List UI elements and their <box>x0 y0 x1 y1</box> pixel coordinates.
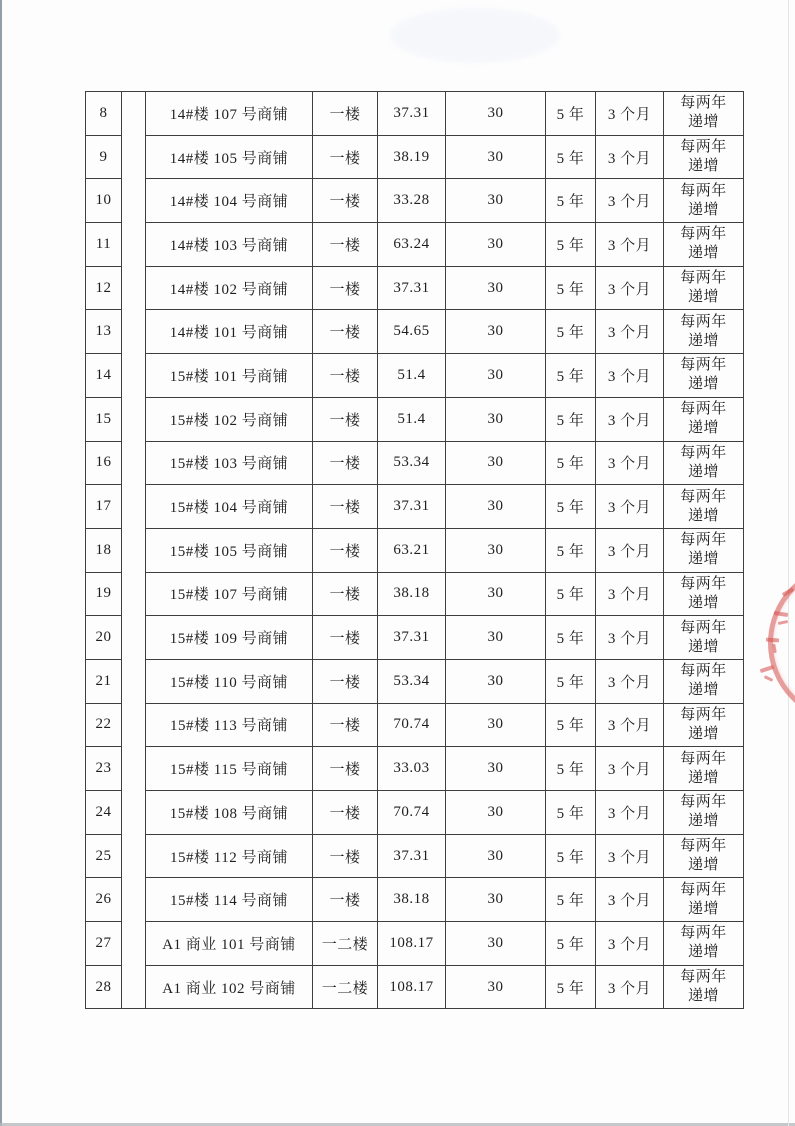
cell-shop-name: 15#楼 110 号商铺 <box>146 659 313 703</box>
escalation-line-1: 每两年 <box>680 663 727 680</box>
escalation-line-1: 每两年 <box>680 881 727 898</box>
escalation-line-2: 递增 <box>687 594 719 611</box>
cell-term: 5 年 <box>546 572 596 616</box>
table-row <box>86 747 744 791</box>
cell-floor: 一楼 <box>313 791 378 835</box>
cell-term: 5 年 <box>546 528 596 572</box>
escalation-line-1: 每两年 <box>680 925 727 942</box>
cell-floor: 一楼 <box>313 834 378 878</box>
cell-area: 33.28 <box>378 179 446 223</box>
cell-row-number: 10 <box>86 179 122 223</box>
escalation-line-2: 递增 <box>687 813 719 830</box>
cell-row-number: 21 <box>86 659 122 703</box>
cell-escalation <box>664 397 744 441</box>
cell-col8-value: 3 个月 <box>596 310 664 354</box>
cell-area: 51.4 <box>378 397 446 441</box>
table-row <box>86 310 744 354</box>
escalation-line-1: 每两年 <box>680 401 727 418</box>
cell-floor: 一二楼 <box>313 965 378 1009</box>
table-row <box>86 616 744 660</box>
escalation-line-1: 每两年 <box>680 532 727 549</box>
cell-row-number: 9 <box>86 135 122 179</box>
cell-shop-name: 15#楼 115 号商铺 <box>146 747 313 791</box>
cell-col8-value: 3 个月 <box>596 135 664 179</box>
cell-row-number: 14 <box>86 354 122 398</box>
cell-escalation <box>664 485 744 529</box>
table-row <box>86 92 744 136</box>
cell-col6-value: 30 <box>446 659 546 703</box>
cell-area: 63.21 <box>378 528 446 572</box>
escalation-line-2: 递增 <box>687 158 719 175</box>
cell-term: 5 年 <box>546 616 596 660</box>
cell-row-number: 19 <box>86 572 122 616</box>
cell-shop-name: 14#楼 105 号商铺 <box>146 135 313 179</box>
cell-row-number: 27 <box>86 922 122 966</box>
cell-area: 53.34 <box>378 659 446 703</box>
escalation-line-2: 递增 <box>687 507 719 524</box>
cell-floor: 一楼 <box>313 310 378 354</box>
cell-term: 5 年 <box>546 965 596 1009</box>
cell-area: 54.65 <box>378 310 446 354</box>
cell-escalation <box>664 659 744 703</box>
escalation-line-2: 递增 <box>687 332 719 349</box>
cell-escalation <box>664 179 744 223</box>
cell-floor: 一楼 <box>313 572 378 616</box>
cell-term: 5 年 <box>546 266 596 310</box>
cell-term: 5 年 <box>546 834 596 878</box>
cell-col8-value: 3 个月 <box>596 616 664 660</box>
lease-table-body <box>86 92 744 1009</box>
escalation-line-1: 每两年 <box>680 838 727 855</box>
escalation-line-1: 每两年 <box>680 139 727 156</box>
cell-area: 37.31 <box>378 834 446 878</box>
cell-escalation <box>664 572 744 616</box>
table-row <box>86 528 744 572</box>
cell-floor: 一楼 <box>313 179 378 223</box>
cell-escalation <box>664 922 744 966</box>
cell-col6-value: 30 <box>446 616 546 660</box>
cell-shop-name: 14#楼 107 号商铺 <box>146 92 313 136</box>
cell-floor: 一楼 <box>313 266 378 310</box>
cell-escalation <box>664 791 744 835</box>
cell-row-number: 23 <box>86 747 122 791</box>
cell-escalation <box>664 528 744 572</box>
cell-col8-value: 3 个月 <box>596 965 664 1009</box>
cell-col6-value: 30 <box>446 397 546 441</box>
cell-col6-value: 30 <box>446 223 546 267</box>
seal-character-fragment <box>764 675 773 682</box>
cell-escalation <box>664 747 744 791</box>
cell-shop-name: 15#楼 105 号商铺 <box>146 528 313 572</box>
cell-area: 33.03 <box>378 747 446 791</box>
escalation-line-2: 递增 <box>687 725 719 742</box>
cell-row-number: 12 <box>86 266 122 310</box>
table-row <box>86 223 744 267</box>
table-row <box>86 397 744 441</box>
cell-col6-value: 30 <box>446 92 546 136</box>
cell-col8-value: 3 个月 <box>596 747 664 791</box>
cell-area: 38.18 <box>378 878 446 922</box>
cell-col8-value: 3 个月 <box>596 223 664 267</box>
escalation-line-1: 每两年 <box>680 226 727 243</box>
escalation-line-1: 每两年 <box>680 182 727 199</box>
cell-col8-value: 3 个月 <box>596 266 664 310</box>
cell-escalation <box>664 266 744 310</box>
cell-floor: 一楼 <box>313 703 378 747</box>
seal-character-fragment <box>778 620 788 625</box>
cell-escalation <box>664 223 744 267</box>
cell-row-number: 18 <box>86 528 122 572</box>
cell-col8-value: 3 个月 <box>596 528 664 572</box>
cell-row-number: 13 <box>86 310 122 354</box>
cell-col8-value: 3 个月 <box>596 703 664 747</box>
cell-row-number: 17 <box>86 485 122 529</box>
cell-col6-value: 30 <box>446 834 546 878</box>
seal-character-fragment <box>774 611 788 617</box>
cell-floor: 一楼 <box>313 878 378 922</box>
cell-term: 5 年 <box>546 92 596 136</box>
seal-character-fragment <box>772 644 777 653</box>
cell-col6-value: 30 <box>446 922 546 966</box>
cell-term: 5 年 <box>546 310 596 354</box>
cell-shop-name: 15#楼 109 号商铺 <box>146 616 313 660</box>
cell-term: 5 年 <box>546 703 596 747</box>
escalation-line-1: 每两年 <box>680 969 727 986</box>
cell-shop-name: 15#楼 113 号商铺 <box>146 703 313 747</box>
cell-col6-value: 30 <box>446 878 546 922</box>
cell-row-number: 16 <box>86 441 122 485</box>
cell-escalation <box>664 310 744 354</box>
cell-area: 37.31 <box>378 616 446 660</box>
escalation-line-1: 每两年 <box>680 95 727 112</box>
cell-escalation <box>664 441 744 485</box>
table-row <box>86 791 744 835</box>
table-row <box>86 354 744 398</box>
cell-floor: 一楼 <box>313 747 378 791</box>
cell-col6-value: 30 <box>446 266 546 310</box>
cell-term: 5 年 <box>546 397 596 441</box>
cell-row-number: 8 <box>86 92 122 136</box>
escalation-line-2: 递增 <box>687 376 719 393</box>
seal-character-fragment <box>760 665 775 673</box>
table-row <box>86 703 744 747</box>
cell-shop-name: 15#楼 112 号商铺 <box>146 834 313 878</box>
table-row <box>86 179 744 223</box>
escalation-line-1: 每两年 <box>680 357 727 374</box>
cell-floor: 一楼 <box>313 441 378 485</box>
cell-col6-value: 30 <box>446 747 546 791</box>
cell-shop-name: A1 商业 102 号商铺 <box>146 965 313 1009</box>
cell-shop-name: 14#楼 101 号商铺 <box>146 310 313 354</box>
cell-floor: 一楼 <box>313 354 378 398</box>
seal-character-fragment <box>766 638 779 643</box>
cell-col6-value: 30 <box>446 703 546 747</box>
cell-term: 5 年 <box>546 354 596 398</box>
cell-col6-value: 30 <box>446 179 546 223</box>
cell-row-number: 22 <box>86 703 122 747</box>
cell-row-number: 11 <box>86 223 122 267</box>
cell-escalation <box>664 616 744 660</box>
cell-col8-value: 3 个月 <box>596 572 664 616</box>
escalation-line-2: 递增 <box>687 988 719 1005</box>
cell-term: 5 年 <box>546 878 596 922</box>
cell-col8-value: 3 个月 <box>596 179 664 223</box>
page-left-edge-shadow <box>0 0 2 1126</box>
cell-area: 108.17 <box>378 922 446 966</box>
cell-col8-value: 3 个月 <box>596 441 664 485</box>
cell-col6-value: 30 <box>446 354 546 398</box>
cell-shop-name: 14#楼 103 号商铺 <box>146 223 313 267</box>
cell-shop-name: 15#楼 114 号商铺 <box>146 878 313 922</box>
table-row <box>86 965 744 1009</box>
cell-col8-value: 3 个月 <box>596 485 664 529</box>
cell-col8-value: 3 个月 <box>596 878 664 922</box>
cell-escalation <box>664 92 744 136</box>
table-row <box>86 266 744 310</box>
escalation-line-2: 递增 <box>687 114 719 131</box>
cell-floor: 一楼 <box>313 223 378 267</box>
escalation-line-2: 递增 <box>687 289 719 306</box>
cell-shop-name: 15#楼 107 号商铺 <box>146 572 313 616</box>
cell-shop-name: A1 商业 101 号商铺 <box>146 922 313 966</box>
cell-row-number: 25 <box>86 834 122 878</box>
cell-area: 70.74 <box>378 703 446 747</box>
cell-area: 108.17 <box>378 965 446 1009</box>
table-row <box>86 441 744 485</box>
escalation-line-1: 每两年 <box>680 488 727 505</box>
cell-area: 37.31 <box>378 92 446 136</box>
cell-floor: 一楼 <box>313 616 378 660</box>
cell-escalation <box>664 703 744 747</box>
cell-escalation <box>664 965 744 1009</box>
escalation-line-2: 递增 <box>687 245 719 262</box>
escalation-line-2: 递增 <box>687 638 719 655</box>
cell-term: 5 年 <box>546 922 596 966</box>
escalation-line-2: 递增 <box>687 201 719 218</box>
escalation-line-1: 每两年 <box>680 794 727 811</box>
escalation-line-2: 递增 <box>687 944 719 961</box>
cell-term: 5 年 <box>546 441 596 485</box>
cell-col6-value: 30 <box>446 965 546 1009</box>
cell-floor: 一二楼 <box>313 922 378 966</box>
page-right-edge-line <box>788 0 789 1126</box>
cell-floor: 一楼 <box>313 92 378 136</box>
cell-term: 5 年 <box>546 659 596 703</box>
table-row <box>86 659 744 703</box>
escalation-line-1: 每两年 <box>680 270 727 287</box>
cell-floor: 一楼 <box>313 135 378 179</box>
cell-escalation <box>664 135 744 179</box>
cell-term: 5 年 <box>546 485 596 529</box>
cell-col8-value: 3 个月 <box>596 92 664 136</box>
cell-col8-value: 3 个月 <box>596 834 664 878</box>
escalation-line-1: 每两年 <box>680 706 727 723</box>
table-row <box>86 135 744 179</box>
cell-term: 5 年 <box>546 135 596 179</box>
cell-row-number: 20 <box>86 616 122 660</box>
table-row <box>86 485 744 529</box>
cell-area: 70.74 <box>378 791 446 835</box>
escalation-line-2: 递增 <box>687 900 719 917</box>
table-row <box>86 922 744 966</box>
cell-floor: 一楼 <box>313 397 378 441</box>
cell-col8-value: 3 个月 <box>596 791 664 835</box>
escalation-line-1: 每两年 <box>680 444 727 461</box>
cell-col8-value: 3 个月 <box>596 397 664 441</box>
cell-floor: 一楼 <box>313 485 378 529</box>
escalation-line-1: 每两年 <box>680 575 727 592</box>
cell-shop-name: 14#楼 104 号商铺 <box>146 179 313 223</box>
escalation-line-1: 每两年 <box>680 750 727 767</box>
cell-shop-name: 15#楼 103 号商铺 <box>146 441 313 485</box>
escalation-line-1: 每两年 <box>680 619 727 636</box>
cell-term: 5 年 <box>546 179 596 223</box>
cell-area: 38.18 <box>378 572 446 616</box>
cell-col6-value: 30 <box>446 441 546 485</box>
cell-area: 53.34 <box>378 441 446 485</box>
cell-row-number: 24 <box>86 791 122 835</box>
cell-term: 5 年 <box>546 747 596 791</box>
escalation-line-2: 递增 <box>687 682 719 699</box>
cell-col6-value: 30 <box>446 572 546 616</box>
cell-row-number: 15 <box>86 397 122 441</box>
cell-escalation <box>664 834 744 878</box>
table-row <box>86 572 744 616</box>
escalation-line-1: 每两年 <box>680 313 727 330</box>
escalation-line-2: 递增 <box>687 769 719 786</box>
cell-area: 37.31 <box>378 266 446 310</box>
scan-smudge <box>390 8 560 63</box>
cell-area: 38.19 <box>378 135 446 179</box>
cell-col6-value: 30 <box>446 791 546 835</box>
cell-escalation <box>664 878 744 922</box>
shop-lease-table <box>85 91 744 1009</box>
cell-area: 63.24 <box>378 223 446 267</box>
escalation-line-2: 递增 <box>687 420 719 437</box>
escalation-line-2: 递增 <box>687 857 719 874</box>
cell-col6-value: 30 <box>446 135 546 179</box>
cell-term: 5 年 <box>546 791 596 835</box>
cell-col6-value: 30 <box>446 310 546 354</box>
escalation-line-2: 递增 <box>687 463 719 480</box>
cell-shop-name: 15#楼 101 号商铺 <box>146 354 313 398</box>
cell-floor: 一楼 <box>313 659 378 703</box>
cell-col8-value: 3 个月 <box>596 354 664 398</box>
cell-col6-value: 30 <box>446 528 546 572</box>
cell-shop-name: 15#楼 104 号商铺 <box>146 485 313 529</box>
cell-col8-value: 3 个月 <box>596 922 664 966</box>
cell-row-number: 28 <box>86 965 122 1009</box>
seal-ring <box>768 563 795 723</box>
cell-shop-name: 15#楼 108 号商铺 <box>146 791 313 835</box>
merged-empty-cell <box>122 92 146 1009</box>
table-row <box>86 878 744 922</box>
cell-floor: 一楼 <box>313 528 378 572</box>
cell-escalation <box>664 354 744 398</box>
table-row <box>86 834 744 878</box>
cell-row-number: 26 <box>86 878 122 922</box>
cell-term: 5 年 <box>546 223 596 267</box>
cell-area: 51.4 <box>378 354 446 398</box>
escalation-line-2: 递增 <box>687 551 719 568</box>
cell-area: 37.31 <box>378 485 446 529</box>
cell-shop-name: 14#楼 102 号商铺 <box>146 266 313 310</box>
cell-col8-value: 3 个月 <box>596 659 664 703</box>
cell-col6-value: 30 <box>446 485 546 529</box>
cell-shop-name: 15#楼 102 号商铺 <box>146 397 313 441</box>
